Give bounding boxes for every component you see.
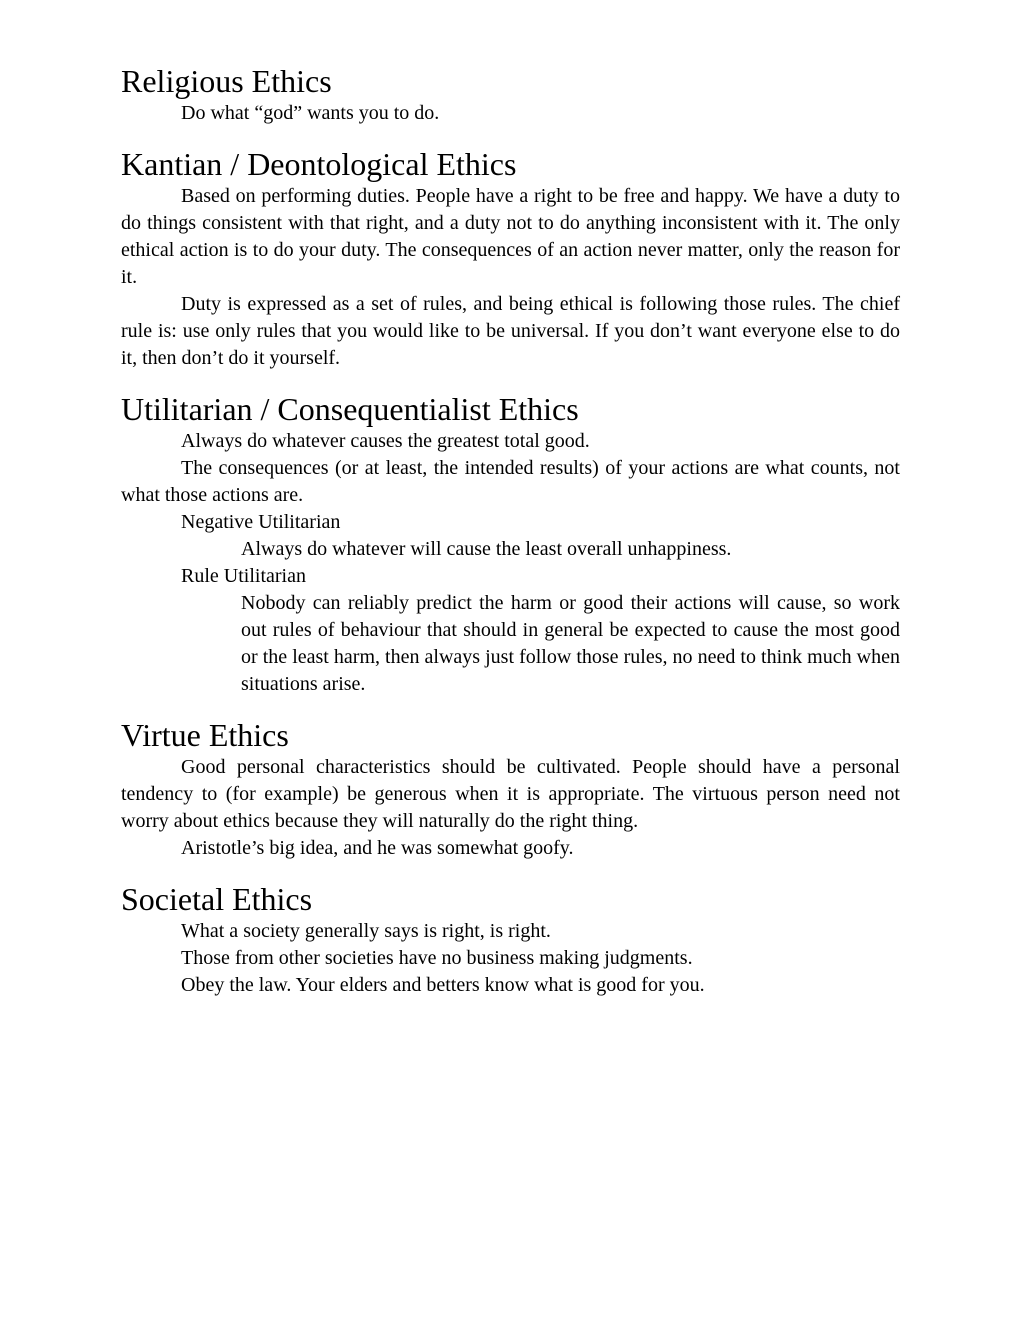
paragraph: Always do whatever causes the greatest total good. [181, 430, 590, 452]
paragraph: What a society generally says is right, is right. [181, 920, 551, 942]
paragraph: Aristotle’s big idea, and he was somewhat goofy. [181, 837, 574, 859]
subheading-rule-utilitarian: Rule Utilitarian [181, 565, 306, 587]
paragraph: The consequences (or at least, the intended results) of your actions are what counts, not what those actions are. [121, 457, 900, 506]
heading-virtue-ethics: Virtue Ethics [121, 717, 289, 753]
paragraph: Duty is expressed as a set of rules, and being ethical is following those rules. The chief rule is: use only rules that you would like to be universal. If you don’t want everyone else to do it, then don’t do it yourself. [121, 293, 900, 369]
subheading-negative-utilitarian: Negative Utilitarian [181, 511, 341, 533]
section-religious-ethics [121, 62, 900, 127]
heading-religious-ethics: Religious Ethics [121, 63, 332, 99]
paragraph: Based on performing duties. People have a right to be free and happy. We have a duty to do things consistent with that right, and a duty not to do anything inconsistent with it. The only ethical action is to do your duty. The consequences of an action never matter, only the reason for it. [121, 185, 900, 288]
heading-societal-ethics: Societal Ethics [121, 881, 313, 917]
heading-utilitarian-ethics: Utilitarian / Consequentialist Ethics [121, 391, 579, 427]
section-societal-ethics [121, 880, 900, 999]
section-utilitarian-ethics [121, 390, 900, 698]
paragraph-rule-utilitarian: Nobody can reliably predict the harm or good their actions will cause, so work out rules of behaviour that should in general be expected to cause the most good or the least harm, then always just follow those rules, no need to think much when situations arise. [241, 592, 900, 695]
paragraph: Good personal characteristics should be cultivated. People should have a personal tendency to (for example) be generous when it is appropriate. The virtuous person need not worry about ethics because they will naturally do the right thing. [121, 756, 900, 832]
paragraph: Do what “god” wants you to do. [181, 102, 440, 124]
document-body [121, 62, 900, 1017]
paragraph: Those from other societies have no business making judgments. [181, 947, 693, 969]
section-kantian-ethics [121, 145, 900, 372]
paragraph: Obey the law. Your elders and betters know what is good for you. [181, 974, 705, 996]
section-virtue-ethics [121, 716, 900, 862]
heading-kantian-ethics: Kantian / Deontological Ethics [121, 146, 517, 182]
paragraph-negative-utilitarian: Always do whatever will cause the least overall unhappiness. [241, 538, 732, 560]
